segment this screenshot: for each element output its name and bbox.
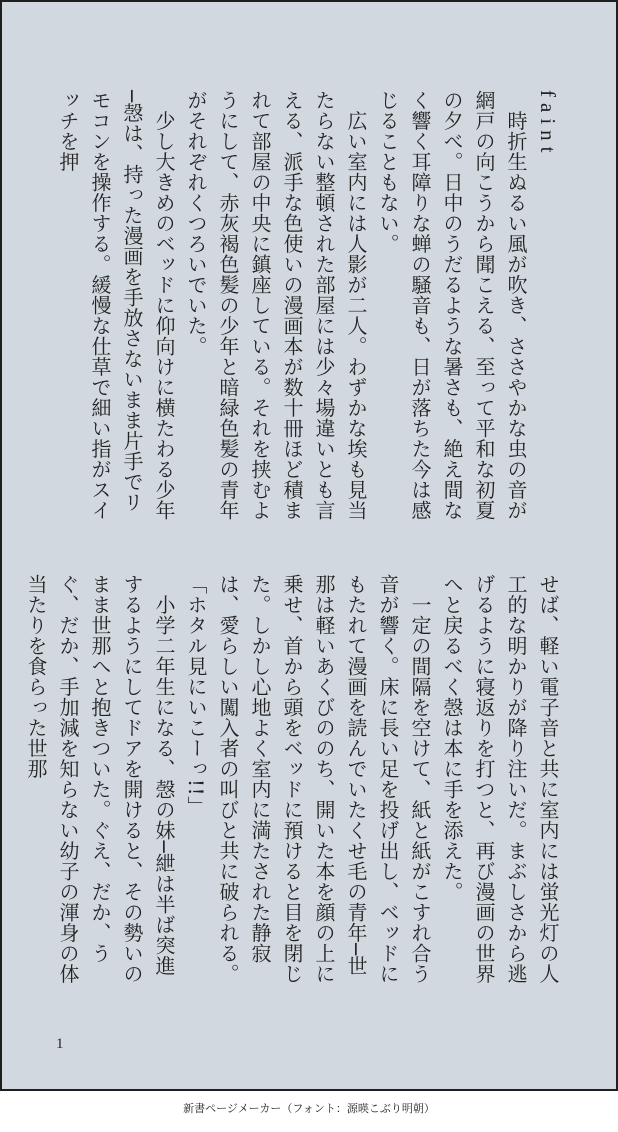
dialogue-line: 「ホタル見にいこーっ!!」 bbox=[184, 574, 208, 817]
upper-text-block bbox=[52, 90, 564, 530]
footer-credit: 新書ページメーカー（フォント：源暎こぶり明朝） bbox=[183, 1102, 435, 1115]
lower-paragraph: せば、軽い電子音と共に室内には蛍光灯の人工的な明かりが降り注いだ。まぶしさから逃げるように寝返りを打つと、再び漫画の世界へと戻るべく愨は本に手を添えた。 bbox=[440, 574, 560, 984]
page-number: 1 bbox=[56, 1036, 64, 1052]
lower-paragraph: 小学二年生になる、愨の妹─紲は半ば突進するようにしてドアを開けると、その勢いのまま世那へと抱きついた。ぐえ、だか、うぐ、だか、手加減を知らない幼子の渾身の体当たりを食らった世那 bbox=[24, 574, 176, 984]
story-title: faint bbox=[536, 90, 560, 159]
lower-paragraph: 一定の間隔を空けて、紙と紙がこすれ合う音が響く。床に長い足を投げ出し、ベッドにもたれて漫画を読んでいたくせ毛の青年─世那は軽いあくびののち、開いた本を顔の上に乗せ、首から頭をベッドに預けると目を閉じた。しかし心地よく室内に満たされた静寂は、愛らしい闖入者の叫びと共に破られる。 bbox=[216, 574, 432, 984]
upper-paragraph: 広い室内には人影が二人。わずかな埃も見当たらない整頓された部屋には少々場違いとも言える、派手な色使いの漫画本が数十冊ほど積まれて部屋の中央に鎮座している。それを挟むようにして、赤灰褐色髪の少年と暗緑色髪の青年がそれぞれくつろいでいた。 bbox=[184, 90, 368, 521]
upper-paragraph: 時折生ぬるい風が吹き、ささやかな虫の音が網戸の向こうから聞こえる、至って平和な初夏の夕べ。日中のうだるような暑さも、絶え間なく響く耳障りな蝉の騒音も、日が落ちた今は感じることもない。 bbox=[376, 90, 528, 521]
lower-text-block bbox=[20, 574, 564, 984]
upper-paragraph: 少し大きめのベッドに仰向けに横たわる少年─愨は、持った漫画を手放さないまま片手でリモコンを操作する。緩慢な仕草で細い指がスイッチを押 bbox=[56, 90, 176, 521]
